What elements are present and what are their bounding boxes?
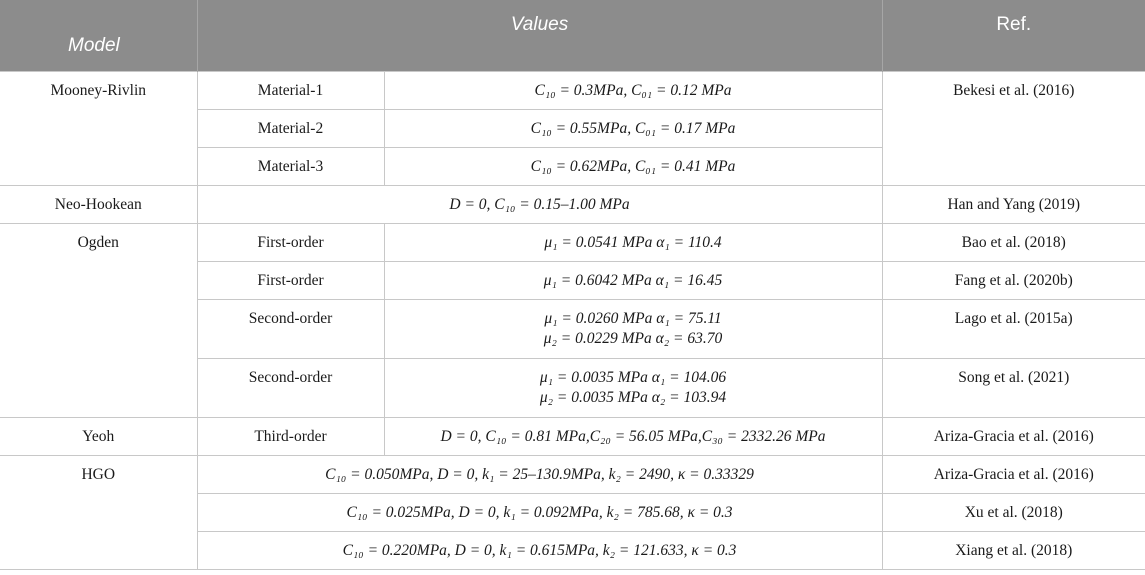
variant-cell: Material-1 [197,71,384,109]
variant-cell: Second-order [197,299,384,358]
ref-cell: Ariza-Gracia et al. (2016) [882,417,1145,455]
model-cell: Neo-Hookean [0,185,197,223]
value-cell [384,358,882,417]
ref-cell: Xu et al. (2018) [882,493,1145,531]
value-cell [384,299,882,358]
table-row [0,71,1145,109]
value-line: μ₂ = 0.0035 MPa α₂ = 103.94 [539,388,727,406]
table-row [0,185,1145,223]
value-cell: D = 0, C₁₀ = 0.15–1.00 MPa [197,185,882,223]
variant-cell: First-order [197,223,384,261]
table-row [0,223,1145,261]
value-cell: C₁₀ = 0.050MPa, D = 0, k₁ = 25–130.9MPa, k₂ = 2490, κ = 0.33329 [197,455,882,493]
table-row [0,455,1145,493]
ref-cell: Bao et al. (2018) [882,223,1145,261]
header-model: Model [0,0,197,71]
variant-cell: Third-order [197,417,384,455]
ref-cell: Fang et al. (2020b) [882,261,1145,299]
header-ref: Ref. [882,0,1145,71]
value-line: μ₂ = 0.0229 MPa α₂ = 63.70 [543,329,723,347]
model-cell: Yeoh [0,417,197,455]
variant-cell: First-order [197,261,384,299]
model-cell: Mooney-Rivlin [0,71,197,185]
ref-cell: Bekesi et al. (2016) [882,71,1145,185]
ref-cell: Song et al. (2021) [882,358,1145,417]
value-cell: C₁₀ = 0.62MPa, C₀₁ = 0.41 MPa [384,147,882,185]
model-cell: HGO [0,455,197,569]
value-cell: C₁₀ = 0.025MPa, D = 0, k₁ = 0.092MPa, k₂ = 785.68, κ = 0.3 [197,493,882,531]
table-row [0,417,1145,455]
value-line: μ₁ = 0.0260 MPa α₁ = 75.11 [544,309,722,327]
ref-cell: Xiang et al. (2018) [882,531,1145,569]
value-cell: C₁₀ = 0.3MPa, C₀₁ = 0.12 MPa [384,71,882,109]
model-cell: Ogden [0,223,197,417]
value-cell: D = 0, C₁₀ = 0.81 MPa,C₂₀ = 56.05 MPa,C₃₀ = 2332.26 MPa [384,417,882,455]
value-cell: C₁₀ = 0.220MPa, D = 0, k₁ = 0.615MPa, k₂ = 121.633, κ = 0.3 [197,531,882,569]
header-values: Values [197,0,882,71]
value-line: μ₁ = 0.0035 MPa α₁ = 104.06 [539,368,727,386]
ref-cell: Han and Yang (2019) [882,185,1145,223]
ref-cell: Ariza-Gracia et al. (2016) [882,455,1145,493]
ref-cell: Lago et al. (2015a) [882,299,1145,358]
value-cell: C₁₀ = 0.55MPa, C₀₁ = 0.17 MPa [384,109,882,147]
variant-cell: Material-2 [197,109,384,147]
value-cell: μ₁ = 0.6042 MPa α₁ = 16.45 [384,261,882,299]
variant-cell: Second-order [197,358,384,417]
table-header [0,0,1145,71]
variant-cell: Material-3 [197,147,384,185]
value-cell: μ₁ = 0.0541 MPa α₁ = 110.4 [384,223,882,261]
